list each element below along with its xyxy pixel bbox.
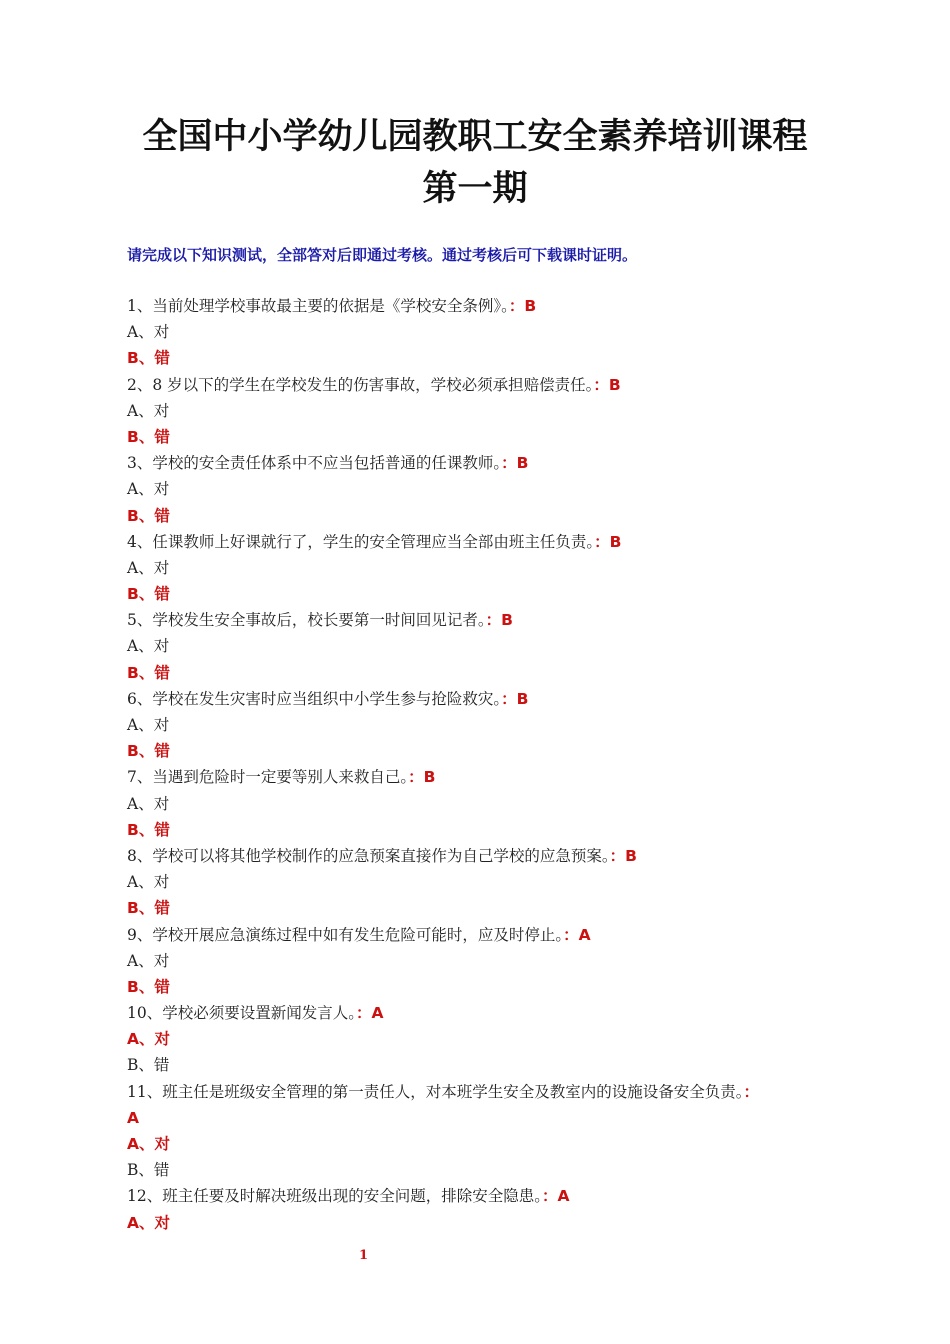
option-correct: B、错: [127, 663, 170, 682]
question-text: [127, 1000, 817, 1026]
question-text: [127, 529, 817, 555]
question-stem: 12、班主任要及时解决班级出现的安全问题，排除安全隐患。: [127, 1187, 542, 1206]
question-stem: 10、学校必须要设置新闻发言人。: [127, 1004, 356, 1023]
question-stem: 8、学校可以将其他学校制作的应急预案直接作为自己学校的应急预案。: [127, 846, 610, 865]
question-stem: 5、学校发生安全事故后，校长要第一时间回见记者。: [127, 611, 486, 630]
option: A、对: [127, 873, 170, 892]
option-correct: B、错: [127, 899, 170, 918]
question-text: [127, 293, 817, 319]
question-text: [127, 372, 817, 398]
question-text: [127, 1079, 817, 1105]
answer-key: ：: [743, 1082, 759, 1101]
question-text: [127, 843, 817, 869]
answer-key: ：A: [541, 1187, 570, 1206]
option-correct: B、错: [127, 820, 170, 839]
question-stem: 6、学校在发生灾害时应当组织中小学生参与抢险救灾。: [127, 689, 502, 708]
question-stem: 1、当前处理学校事故最主要的依据是《学校安全条例》。: [127, 297, 509, 315]
question-text: [127, 1183, 817, 1209]
document-title: 全国中小学幼儿园教职工安全素养培训课程: [142, 117, 808, 157]
question-text: [127, 922, 817, 948]
answer-key: ：A: [355, 1004, 384, 1023]
question-text: [127, 686, 817, 712]
option: A、对: [127, 637, 170, 656]
question-text: [127, 450, 817, 476]
option: A、对: [127, 401, 170, 420]
option: A、对: [127, 794, 170, 813]
option-correct: B、错: [127, 427, 170, 446]
option-correct: B、错: [127, 585, 170, 604]
question-text: [127, 607, 817, 633]
option-correct: A、对: [127, 1135, 170, 1153]
answer-key: ：B: [408, 768, 436, 787]
question-stem: 11、班主任是班级安全管理的第一责任人，对本班学生安全及教室内的设施设备安全负责。: [127, 1082, 744, 1101]
question-stem: 9、学校开展应急演练过程中如有发生危险可能时，应及时停止。: [127, 925, 564, 944]
question-stem: 3、学校的安全责任体系中不应当包括普通的任课教师。: [127, 454, 502, 473]
option-correct: A、对: [127, 1213, 170, 1232]
question-stem: 4、任课教师上好课就行了，学生的安全管理应当全部由班主任负责。: [127, 532, 595, 551]
option: A、对: [127, 951, 170, 970]
option: A、对: [127, 558, 170, 577]
answer-key: ：B: [609, 846, 637, 865]
answer-key: ：B: [593, 375, 621, 394]
answer-key: ：B: [508, 297, 537, 315]
document-subtitle: 第一期: [422, 169, 528, 209]
option-correct: B、错: [127, 349, 170, 368]
question-stem: 2、8 岁以下的学生在学校发生的伤害事故，学校必须承担赔偿责任。: [127, 375, 594, 394]
answer-key: ：A: [563, 925, 591, 944]
page-number: 1: [359, 1248, 369, 1263]
answer-key: ：B: [501, 689, 529, 708]
answer-key: ：B: [501, 454, 529, 473]
option: A、对: [127, 480, 170, 499]
option: A、对: [127, 716, 170, 734]
question-list: [127, 293, 817, 1236]
option-correct: A、对: [127, 1030, 170, 1049]
option: B、错: [127, 1161, 170, 1180]
option: B、错: [127, 1056, 170, 1075]
answer-key-wrapped: A: [127, 1108, 139, 1127]
question-stem: 7、当遇到危险时一定要等别人来救自己。: [127, 768, 409, 787]
option: A、对: [127, 323, 170, 342]
option-correct: B、错: [127, 506, 170, 525]
instruction-notice: 请完成以下知识测试，全部答对后即通过考核。通过考核后可下载课时证明。: [127, 246, 638, 264]
question-text: [127, 764, 817, 790]
option-correct: B、错: [127, 977, 170, 996]
answer-key: ：B: [594, 532, 622, 551]
answer-key: ：B: [485, 611, 513, 630]
option-correct: B、错: [127, 742, 170, 761]
